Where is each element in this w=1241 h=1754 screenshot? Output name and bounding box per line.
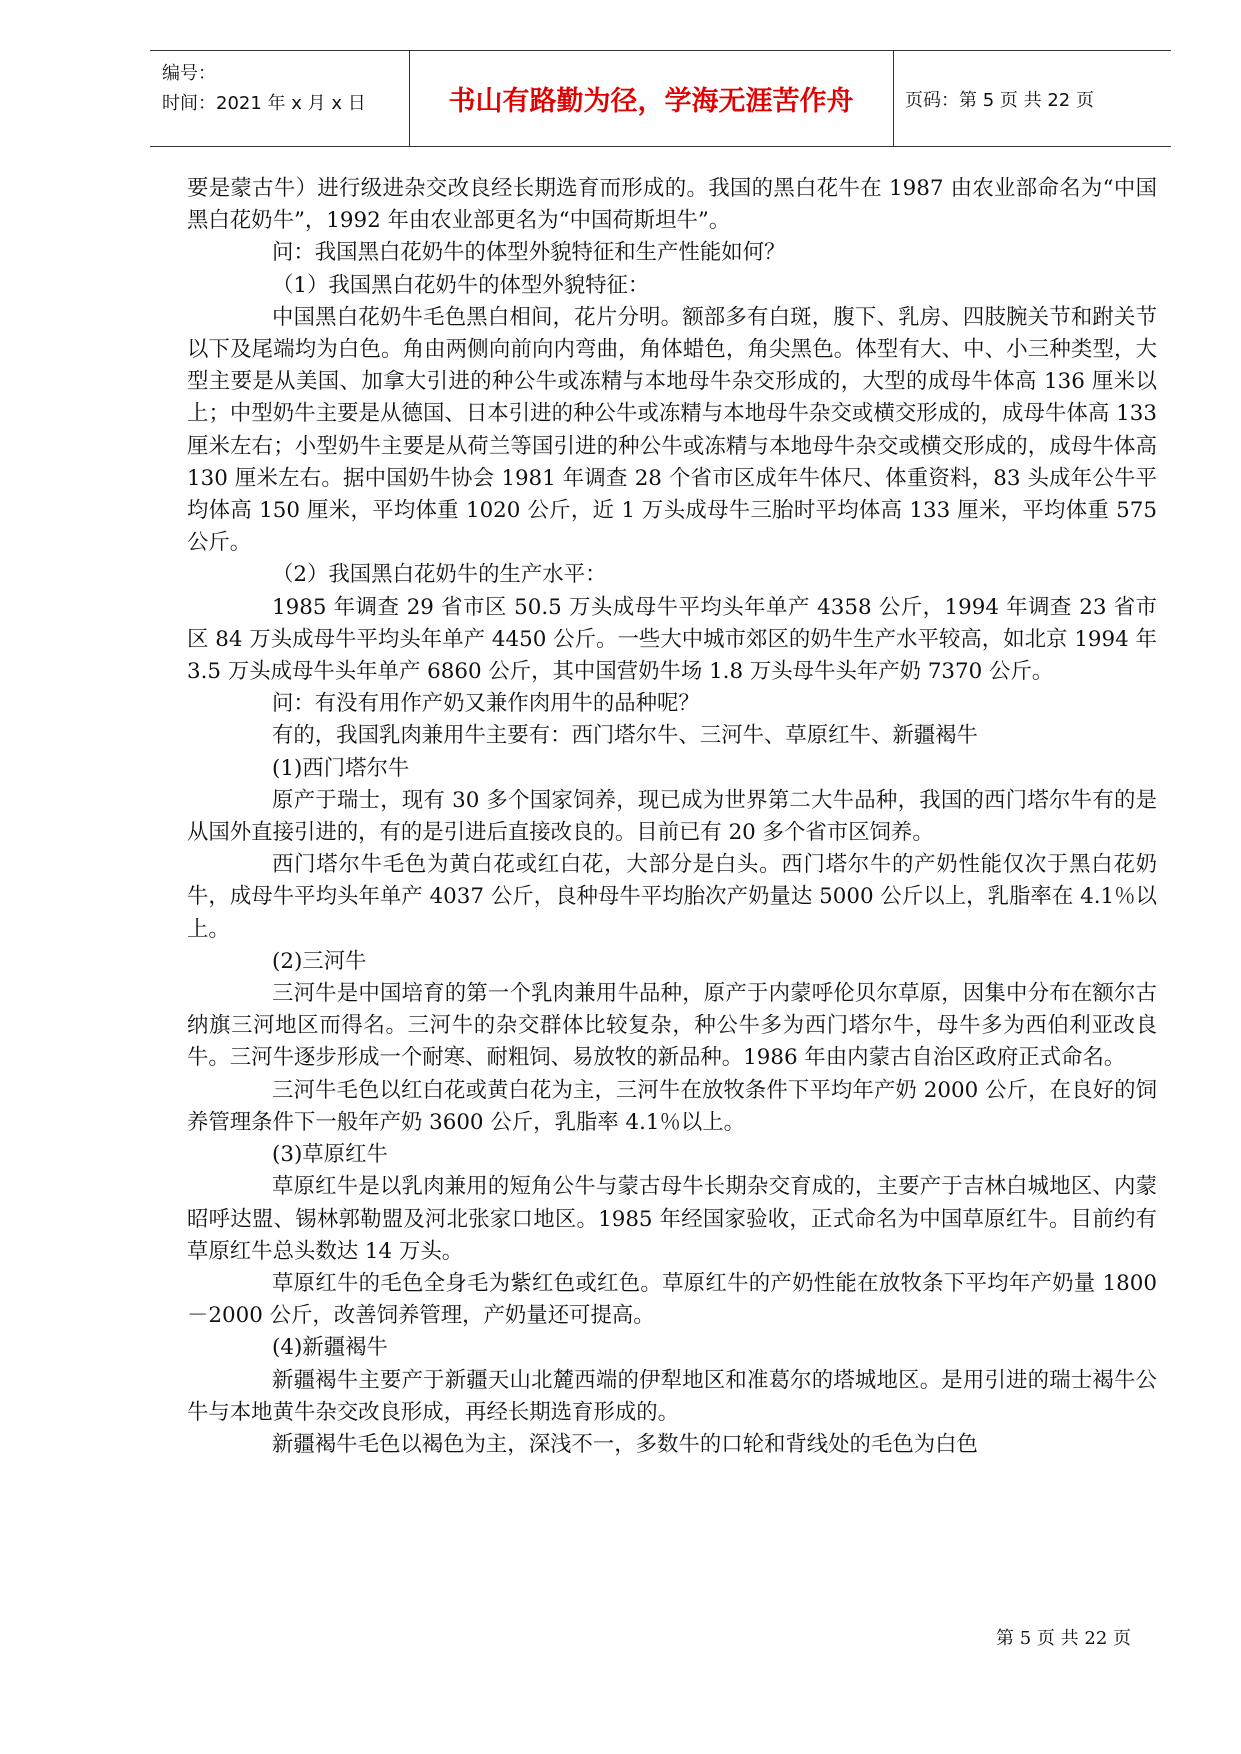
document-time-label: 时间：2021 年 x 月 x 日 [162, 93, 366, 114]
body-paragraph: 新疆褐牛毛色以褐色为主，深浅不一，多数牛的口轮和背线处的毛色为白色 [272, 1431, 978, 1457]
document-number-label: 编号： [162, 63, 216, 84]
document-body [187, 173, 1157, 1461]
question-line: 问：我国黑白花奶牛的体型外貌特征和生产性能如何？ [272, 240, 786, 266]
body-paragraph: 要是蒙古牛）进行级进杂交改良经长期选育而形成的。我国的黑白花牛在 1987 由农业部命名为“中国黑白花奶牛”，1992 年由农业部更名为“中国荷斯坦牛”。 [187, 176, 1157, 234]
body-paragraph: 1985 年调查 29 省市区 50.5 万头成母牛平均头年单产 4358 公斤，1994 年调查 23 省市区 84 万头成母牛平均头年单产 4450 公斤。一些大中城市郊区的奶牛生产水平较高，如北京 1994 年 3.5 万头成母牛头年单产 6860 公斤，其中国营奶牛场 1.8 万头母牛头年产奶 7370 公斤。 [187, 594, 1157, 685]
header-page-number: 页码：第 5 页 共 22 页 [905, 89, 1094, 111]
body-paragraph: 三河牛是中国培育的第一个乳肉兼用牛品种，原产于内蒙呼伦贝尔草原，因集中分布在额尔古纳旗三河地区而得名。三河牛的杂交群体比较复杂，种公牛多为西门塔尔牛，母牛多为西伯利亚改良牛。三河牛逐步形成一个耐寒、耐粗饲、易放牧的新品种。1986 年由内蒙古自治区政府正式命名。 [187, 981, 1157, 1071]
header-meta [162, 59, 366, 119]
body-paragraph: 中国黑白花奶牛毛色黑白相间，花片分明。额部多有白斑，腹下、乳房、四肢腕关节和跗关节以下及尾端均为白色。角由两侧向前向内弯曲，角体蜡色，角尖黑色。体型有大、中、小三种类型，大型主要是从美国、加拿大引进的种公牛或冻精与本地母牛杂交形成的，大型的成母牛体高 136 厘米以上；中型奶牛主要是从德国、日本引进的种公牛或冻精与本地母牛杂交或横交形成的，成母牛体高 133 厘米左右；小型奶牛主要是从荷兰等国引进的种公牛或冻精与本地母牛杂交或横交形成的，成母牛体高 130 厘米左右。据中国奶牛协会 1981 年调查 28 个省市区成年牛体尺、体重资料，83 头成年公牛平均体高 150 厘米，平均体重 1020 公斤，近 1 万头成母牛三胎时平均体高 133 厘米，平均体重 575 公斤。 [187, 304, 1157, 556]
body-paragraph: 草原红牛的毛色全身毛为紫红色或红色。草原红牛的产奶性能在放牧条下平均年产奶量 1800－2000 公斤，改善饲养管理，产奶量还可提高。 [187, 1270, 1157, 1329]
body-paragraph: 原产于瑞士，现有 30 多个国家饲养，现已成为世界第二大牛品种，我国的西门塔尔牛有的是从国外直接引进的，有的是引进后直接改良的。目前已有 20 多个省市区饲养。 [187, 787, 1157, 846]
subheading: （2）我国黑白花奶牛的生产水平： [272, 562, 607, 588]
header-motto: 书山有路勤为径，学海无涯苦作舟 [448, 86, 854, 117]
body-paragraph: 新疆褐牛主要产于新疆天山北麓西端的伊犁地区和准葛尔的塔城地区。是用引进的瑞士褐牛公牛与本地黄牛杂交改良形成，再经长期选育形成的。 [187, 1367, 1157, 1425]
subheading: （1）我国黑白花奶牛的体型外貌特征： [272, 272, 650, 298]
body-paragraph: 有的，我国乳肉兼用牛主要有：西门塔尔牛、三河牛、草原红牛、新疆褐牛 [272, 723, 978, 749]
subheading: (3)草原红牛 [272, 1142, 388, 1168]
subheading: (1)西门塔尔牛 [272, 755, 410, 781]
page-header [150, 50, 1171, 147]
body-paragraph: 三河牛毛色以红白花或黄白花为主，三河牛在放牧条件下平均年产奶 2000 公斤，在良好的饲养管理条件下一般年产奶 3600 公斤，乳脂率 4.1％以上。 [187, 1077, 1157, 1135]
page-footer: 第 5 页 共 22 页 [996, 1628, 1131, 1649]
subheading: (4)新疆褐牛 [272, 1335, 388, 1361]
body-paragraph: 草原红牛是以乳肉兼用的短角公牛与蒙古母牛长期杂交育成的，主要产于吉林白城地区、内蒙昭呼达盟、锡林郭勒盟及河北张家口地区。1985 年经国家验收，正式命名为中国草原红牛。目前约有草原红牛总头数达 14 万头。 [187, 1174, 1157, 1264]
question-line: 问：有没有用作产奶又兼作肉用牛的品种呢？ [272, 691, 700, 717]
header-divider [893, 51, 894, 146]
body-paragraph: 西门塔尔牛毛色为黄白花或红白花，大部分是白头。西门塔尔牛的产奶性能仅次于黑白花奶牛，成母牛平均头年单产 4037 公斤，良种母牛平均胎次产奶量达 5000 公斤以上，乳脂率在 4.1％以上。 [187, 852, 1157, 942]
subheading: (2)三河牛 [272, 948, 367, 974]
